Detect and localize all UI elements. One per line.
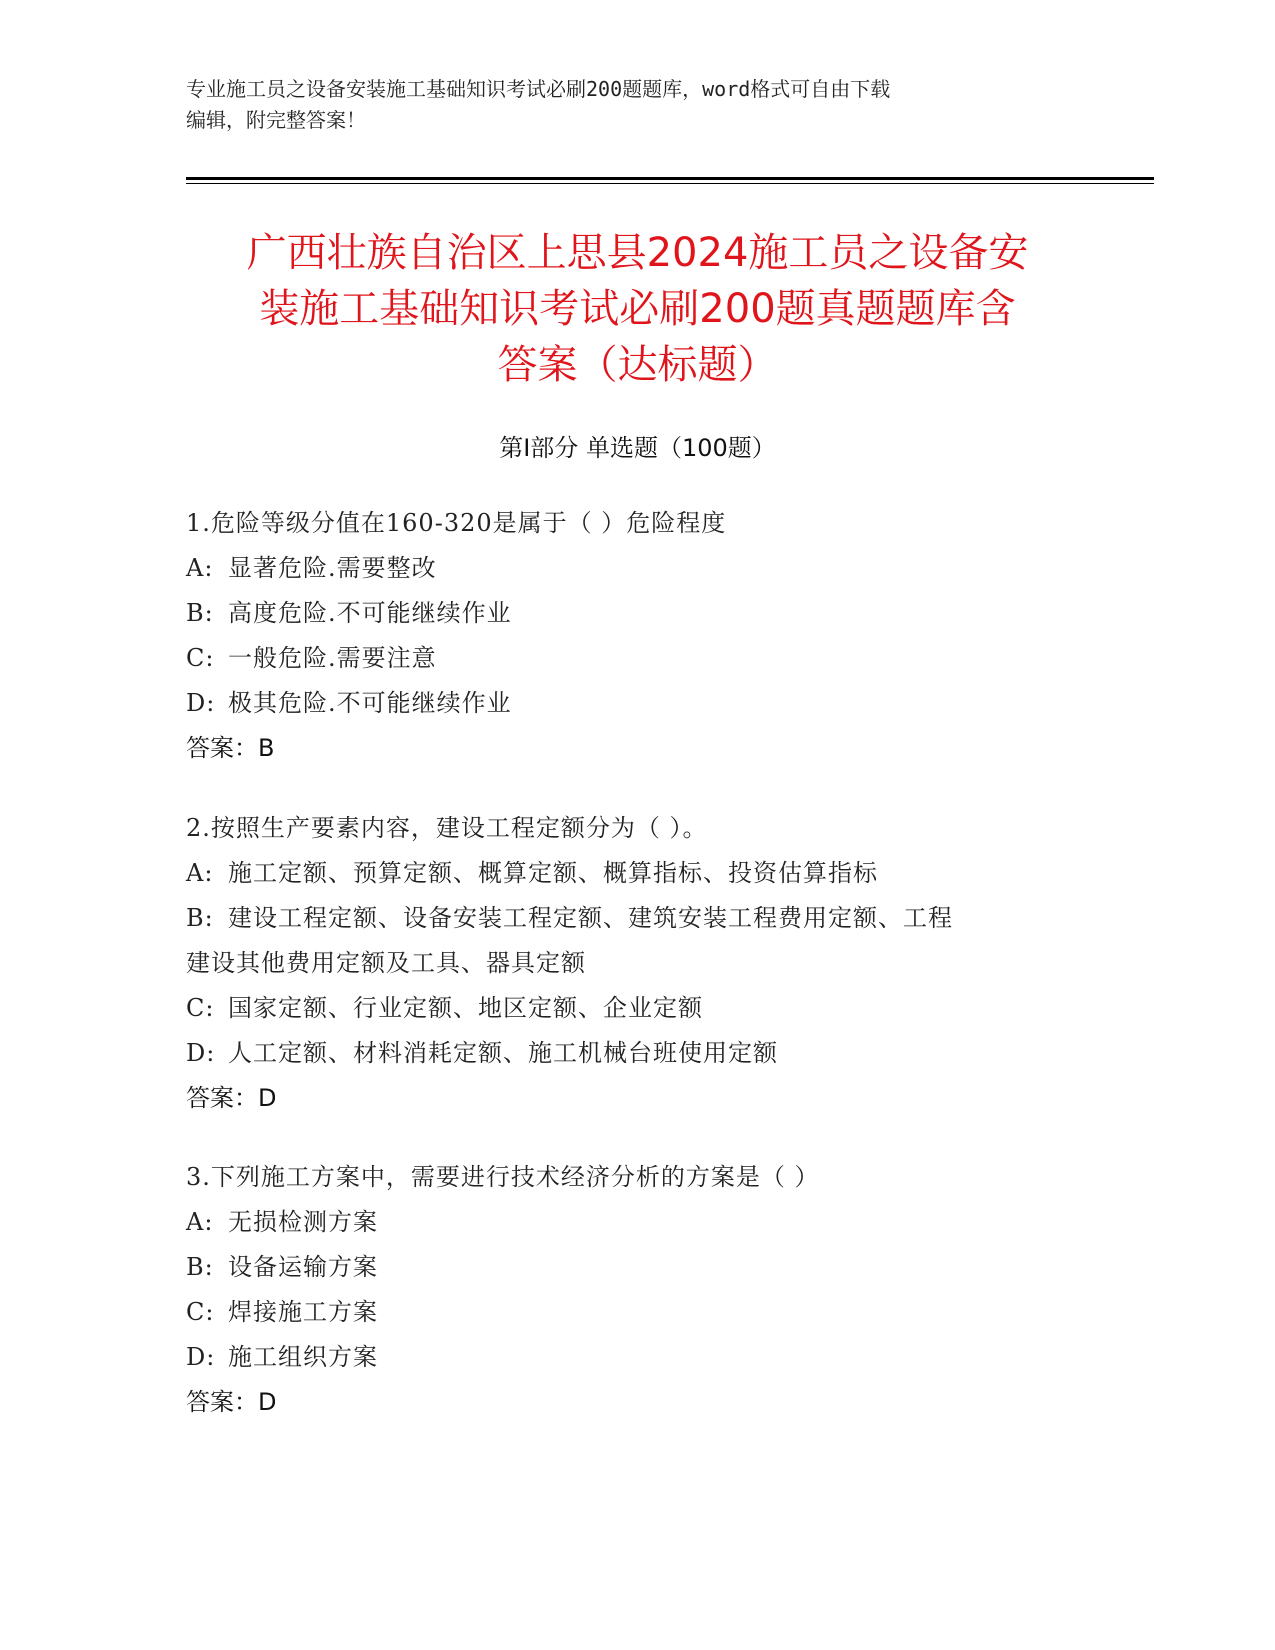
answer: 答案：D — [186, 1084, 277, 1112]
option-text: 焊接施工方案 — [228, 1298, 378, 1326]
header-note — [186, 74, 1066, 136]
answer: 答案：B — [186, 734, 275, 762]
option-text: 极其危险.不可能继续作业 — [228, 689, 512, 717]
option-b-continuation: 建设其他费用定额及工具、器具定额 — [186, 949, 586, 977]
option-b — [186, 1245, 1086, 1290]
option-d — [186, 1031, 1086, 1076]
option-text: 一般危险.需要注意 — [228, 644, 437, 672]
option-label: B: — [186, 599, 214, 627]
option-label: B: — [186, 904, 214, 932]
option-label: D: — [186, 1039, 216, 1067]
option-label: C: — [186, 1298, 215, 1326]
option-text: 显著危险.需要整改 — [228, 554, 437, 582]
option-text: 人工定额、材料消耗定额、施工机械台班使用定额 — [228, 1039, 778, 1067]
question-stem: 1.危险等级分值在160-320是属于（ ）危险程度 — [186, 509, 727, 537]
question-stem: 2.按照生产要素内容，建设工程定额分为（ ）。 — [186, 814, 708, 842]
option-label: A: — [186, 1208, 214, 1236]
option-label: C: — [186, 644, 215, 672]
option-d — [186, 681, 1086, 726]
question-stem: 3.下列施工方案中，需要进行技术经济分析的方案是（ ） — [186, 1163, 820, 1191]
option-text: 高度危险.不可能继续作业 — [228, 599, 512, 627]
title-line-3: 答案（达标题） — [497, 342, 778, 388]
title-line-2: 装施工基础知识考试必刷200题真题题库含 — [259, 286, 1016, 332]
question-3 — [186, 1155, 1086, 1425]
option-label: D: — [186, 1343, 216, 1371]
header-note-line-1: 专业施工员之设备安装施工基础知识考试必刷200题题库，word格式可自由下载 — [186, 77, 891, 101]
section-heading: 第Ⅰ部分 单选题（100题） — [499, 434, 776, 462]
title-line-1: 广西壮族自治区上思县2024施工员之设备安 — [246, 230, 1029, 276]
option-label: D: — [186, 689, 216, 717]
document-title — [150, 225, 1125, 393]
option-a — [186, 851, 1086, 896]
option-text: 设备运输方案 — [228, 1253, 378, 1281]
header-note-line-2: 编辑，附完整答案！ — [186, 108, 366, 132]
option-text: 施工定额、预算定额、概算定额、概算指标、投资估算指标 — [228, 859, 878, 887]
option-c — [186, 1290, 1086, 1335]
option-text: 建设工程定额、设备安装工程定额、建筑安装工程费用定额、工程 — [228, 904, 953, 932]
option-a — [186, 546, 1086, 591]
option-label: B: — [186, 1253, 214, 1281]
option-text: 国家定额、行业定额、地区定额、企业定额 — [228, 994, 703, 1022]
option-label: A: — [186, 554, 214, 582]
header-rule-thin — [186, 183, 1154, 184]
option-b — [186, 896, 1086, 941]
question-1 — [186, 501, 1086, 771]
answer: 答案：D — [186, 1388, 277, 1416]
option-c — [186, 636, 1086, 681]
option-text: 施工组织方案 — [228, 1343, 378, 1371]
option-text: 无损检测方案 — [228, 1208, 378, 1236]
option-label: A: — [186, 859, 214, 887]
option-b — [186, 591, 1086, 636]
option-a — [186, 1200, 1086, 1245]
option-label: C: — [186, 994, 215, 1022]
question-2 — [186, 806, 1086, 1121]
header-rule-thick — [186, 177, 1154, 180]
option-d — [186, 1335, 1086, 1380]
option-c — [186, 986, 1086, 1031]
